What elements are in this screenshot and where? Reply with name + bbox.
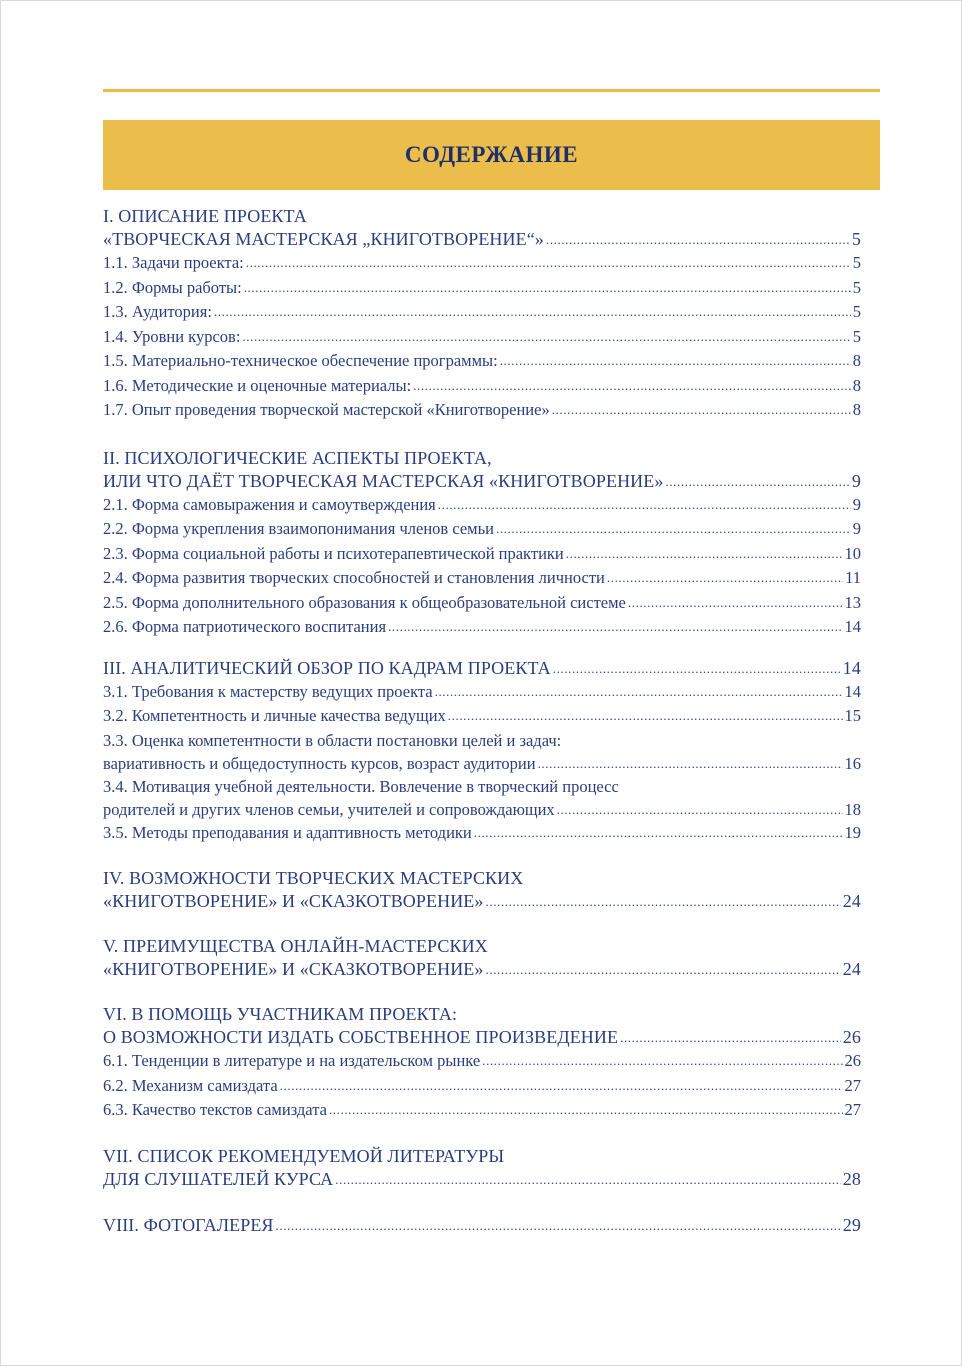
dot-leader — [474, 820, 843, 846]
toc-entry[interactable] — [103, 398, 861, 423]
section-heading-link[interactable] — [103, 656, 861, 680]
dot-leader — [486, 956, 841, 982]
page-number: 5 — [852, 302, 861, 321]
toc-section — [103, 1003, 861, 1123]
entry-title: 2.5. Форма дополнительного образования к общеобразовательной системе — [103, 592, 626, 612]
toc-entry[interactable] — [103, 276, 861, 301]
section-heading: VI. В ПОМОЩЬ УЧАСТНИКАМ ПРОЕКТА: — [103, 1004, 458, 1024]
page-number: 8 — [852, 351, 861, 370]
dot-leader — [566, 541, 843, 567]
page-number: 5 — [852, 326, 861, 346]
entry-title: 6.3. Качество текстов самиздата — [103, 1100, 327, 1119]
dot-leader — [500, 348, 851, 374]
page-number: 5 — [852, 277, 861, 297]
dot-leader — [553, 655, 841, 681]
dot-leader — [482, 1048, 842, 1074]
page-number: 14 — [842, 657, 861, 678]
toc-entry[interactable] — [103, 349, 861, 374]
entry-title: О ВОЗМОЖНОСТИ ИЗДАТЬ СОБСТВЕННОЕ ПРОИЗВЕДЕНИЕ — [103, 1027, 619, 1047]
entry-title: «КНИГОТВОРЕНИЕ» И «СКАЗКОТВОРЕНИЕ» — [103, 891, 484, 911]
toc-section — [103, 1213, 861, 1237]
entry-title: 1.2. Формы работы: — [103, 277, 242, 297]
section-heading-link[interactable] — [103, 1025, 861, 1049]
section-heading: II. ПСИХОЛОГИЧЕСКИЕ АСПЕКТЫ ПРОЕКТА, — [103, 447, 492, 468]
page-number: 15 — [844, 706, 861, 725]
page-number: 19 — [844, 822, 861, 842]
entry-title: 1.7. Опыт проведения творческой мастерской «Книготворение» — [103, 400, 550, 419]
entry-title: родителей и других членов семьи, учителей и сопровождающих — [103, 799, 555, 819]
page-number: 14 — [844, 681, 861, 701]
entry-title: 1.1. Задачи проекта: — [103, 253, 244, 272]
toc-entry[interactable] — [103, 680, 861, 705]
dot-leader — [552, 397, 851, 423]
toc-entry[interactable] — [103, 1098, 861, 1123]
toc-entry[interactable] — [103, 325, 861, 350]
entry-title: 2.1. Форма самовыражения и самоутверждения — [103, 494, 436, 514]
section-heading-link[interactable] — [103, 957, 861, 981]
entry-title: 6.1. Тенденции в литературе и на издательском рынке — [103, 1051, 481, 1070]
page-number: 5 — [851, 229, 861, 249]
dot-leader — [557, 797, 843, 821]
page-number: 24 — [842, 959, 861, 979]
entry-title: VIII. ФОТОГАЛЕРЕЯ — [103, 1214, 274, 1235]
section-heading-link[interactable] — [103, 1167, 861, 1191]
dot-leader — [214, 299, 851, 325]
toc-entry[interactable] — [103, 1049, 861, 1074]
page-number: 5 — [852, 253, 861, 272]
dot-leader — [438, 492, 851, 518]
title-band — [103, 120, 880, 190]
top-rule — [103, 89, 880, 92]
toc-section — [103, 656, 861, 846]
entry-title: ИЛИ ЧТО ДАЁТ ТВОРЧЕСКАЯ МАСТЕРСКАЯ «КНИГОТВОРЕНИЕ» — [103, 470, 664, 491]
dot-leader — [280, 1073, 843, 1099]
entry-title: вариативность и общедоступность курсов, возраст аудитории — [103, 753, 536, 773]
entry-title: 3.2. Компетентность и личные качества ведущих — [103, 706, 446, 725]
page-number: 18 — [844, 799, 861, 819]
toc-entry[interactable] — [103, 1074, 861, 1099]
toc-entry[interactable] — [103, 821, 861, 846]
dot-leader — [546, 226, 850, 252]
section-heading: IV. ВОЗМОЖНОСТИ ТВОРЧЕСКИХ МАСТЕРСКИХ — [103, 868, 524, 888]
toc-section — [103, 1145, 861, 1191]
toc-entry-text: 3.4. Мотивация учебной деятельности. Вовлечение в творческий процесс — [103, 776, 619, 796]
toc-entry[interactable] — [103, 566, 861, 591]
entry-title: 1.4. Уровни курсов: — [103, 326, 241, 346]
entry-title: 2.4. Форма развития творческих способностей и становления личности — [103, 568, 605, 587]
section-heading: I. ОПИСАНИЕ ПРОЕКТА — [103, 206, 307, 226]
dot-leader — [538, 751, 843, 775]
dot-leader — [244, 275, 851, 301]
entry-title: ДЛЯ СЛУШАТЕЛЕЙ КУРСА — [103, 1168, 334, 1189]
toc-entry[interactable] — [103, 251, 861, 276]
dot-leader — [496, 516, 851, 542]
entry-title: 1.3. Аудитория: — [103, 302, 212, 321]
dot-leader — [665, 468, 849, 494]
dot-leader — [607, 565, 843, 591]
entry-title: 1.6. Методические и оценочные материалы: — [103, 375, 412, 395]
entry-title: «КНИГОТВОРЕНИЕ» И «СКАЗКОТВОРЕНИЕ» — [103, 959, 484, 979]
table-of-contents — [103, 205, 861, 1237]
page-number: 9 — [852, 519, 861, 538]
toc-entry[interactable] — [103, 615, 861, 640]
entry-title: 3.1. Требования к мастерству ведущих проекта — [103, 681, 433, 701]
dot-leader — [276, 1212, 841, 1238]
entry-title: 3.5. Методы преподавания и адаптивность методики — [103, 822, 472, 842]
page-number: 27 — [844, 1100, 861, 1119]
entry-title: 2.3. Форма социальной работы и психотерапевтической практики — [103, 543, 564, 563]
page-number: 13 — [844, 592, 861, 612]
page-number: 9 — [851, 470, 861, 491]
section-heading-link[interactable] — [103, 889, 861, 913]
page-number: 9 — [852, 494, 861, 514]
page-number: 8 — [852, 400, 861, 419]
section-heading: VII. СПИСОК РЕКОМЕНДУЕМОЙ ЛИТЕРАТУРЫ — [103, 1145, 505, 1166]
toc-entry[interactable] — [103, 752, 861, 775]
dot-leader — [413, 373, 851, 399]
page-number: 10 — [844, 543, 861, 563]
entry-title: III. АНАЛИТИЧЕСКИЙ ОБЗОР ПО КАДРАМ ПРОЕКТА — [103, 657, 551, 678]
toc-entry[interactable] — [103, 798, 861, 821]
section-heading-link[interactable] — [103, 227, 861, 251]
toc-entry[interactable] — [103, 493, 861, 518]
dot-leader — [329, 1097, 843, 1123]
toc-section — [103, 447, 861, 640]
toc-section — [103, 867, 861, 913]
entry-title: 6.2. Механизм самиздата — [103, 1075, 278, 1095]
page-number: 16 — [844, 753, 861, 773]
dot-leader — [388, 614, 842, 640]
page-number: 11 — [845, 568, 861, 587]
dot-leader — [435, 679, 843, 705]
toc-entry[interactable] — [103, 704, 861, 729]
section-heading: V. ПРЕИМУЩЕСТВА ОНЛАЙН-МАСТЕРСКИХ — [103, 936, 488, 956]
toc-section — [103, 935, 861, 981]
toc-section — [103, 205, 861, 423]
dot-leader — [628, 590, 843, 616]
dot-leader — [620, 1024, 841, 1050]
toc-entry[interactable] — [103, 517, 861, 542]
page-number: 27 — [844, 1075, 861, 1095]
page-number: 24 — [842, 891, 861, 911]
entry-title: 2.6. Форма патриотического воспитания — [103, 617, 387, 636]
entry-title: 1.5. Материально-техническое обеспечение программы: — [103, 351, 498, 370]
toc-entry-text: 3.3. Оценка компетентности в области постановки целей и задач: — [103, 730, 562, 750]
entry-title: 2.2. Форма укрепления взаимопонимания членов семьи — [103, 519, 494, 538]
toc-entry[interactable] — [103, 591, 861, 616]
section-heading-link[interactable] — [103, 469, 861, 493]
page-number: 28 — [842, 1168, 861, 1189]
page-number: 26 — [842, 1027, 861, 1047]
page-title: СОДЕРЖАНИЕ — [404, 142, 579, 167]
entry-title: «ТВОРЧЕСКАЯ МАСТЕРСКАЯ „КНИГОТВОРЕНИЕ“» — [103, 229, 544, 249]
page-number: 26 — [844, 1051, 861, 1070]
toc-entry[interactable] — [103, 374, 861, 399]
dot-leader — [246, 250, 851, 276]
page-number: 14 — [844, 617, 861, 636]
dot-leader — [486, 888, 841, 914]
page-number: 29 — [842, 1214, 861, 1235]
dot-leader — [242, 324, 850, 350]
section-heading-link[interactable] — [103, 1213, 861, 1237]
dot-leader — [448, 703, 843, 729]
dot-leader — [335, 1166, 841, 1192]
page-number: 8 — [852, 375, 861, 395]
toc-entry[interactable] — [103, 300, 861, 325]
toc-entry[interactable] — [103, 542, 861, 567]
